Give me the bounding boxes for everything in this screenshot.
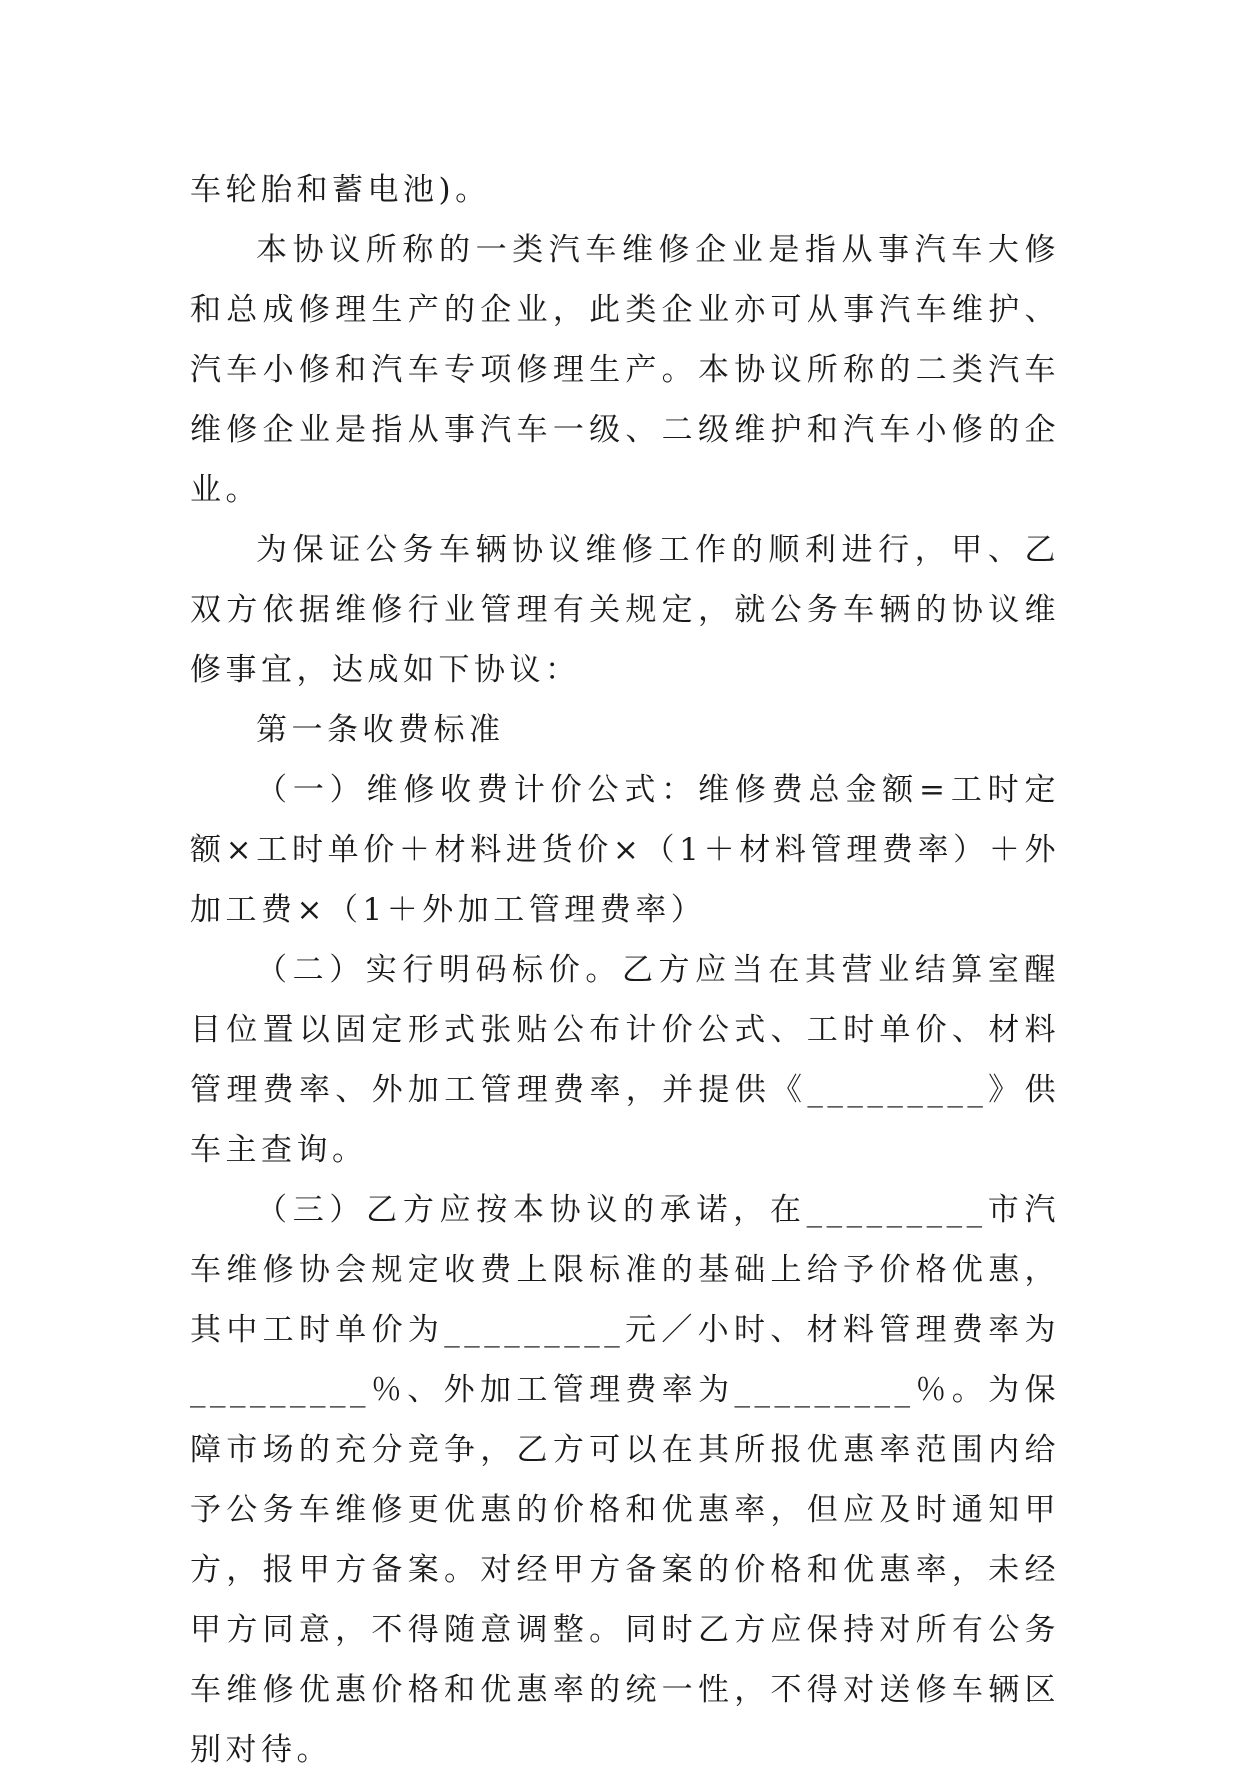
paragraph-agreement-intro: 为保证公务车辆协议维修工作的顺利进行，甲、乙双方依据维修行业管理有关规定，就公务车辆的协议维修事宜，达成如下协议： (190, 532, 1060, 688)
paragraph-enterprise-definition: 本协议所称的一类汽车维修企业是指从事汽车大修和总成修理生产的企业，此类企业亦可从事汽车维护、汽车小修和汽车专项修理生产。本协议所称的二类汽车维修企业是指从事汽车一级、二级维护和汽车小修的企业。 (190, 232, 1060, 508)
clause-pricing-formula: （一）维修收费计价公式：维修费总金额=工时定额×工时单价＋材料进货价×（1＋材料管理费率）＋外加工费×（1＋外加工管理费率） (190, 772, 1060, 928)
article-heading: 第一条收费标准 (256, 712, 505, 748)
clause-price-display: （二）实行明码标价。乙方应当在其营业结算室醒目位置以固定形式张贴公布计价公式、工时单价、材料管理费率、外加工管理费率，并提供《_________》供车主查询。 (190, 952, 1060, 1168)
paragraph-continuation: 车轮胎和蓄电池)。 (190, 172, 491, 208)
document-body (190, 160, 1060, 1780)
clause-discount: （三）乙方应按本协议的承诺，在_________市汽车维修协会规定收费上限标准的基础上给予价格优惠，其中工时单价为_________元／小时、材料管理费率为_________％、外加工管理费率为_________％。为保障市场的充分竞争，乙方可以在其所报优惠率范围内给予公务车维修更优惠的价格和优惠率，但应及时通知甲方，报甲方备案。对经甲方备案的价格和优惠率，未经甲方同意，不得随意调整。同时乙方应保持对所有公务车维修优惠价格和优惠率的统一性，不得对送修车辆区别对待。 (190, 1192, 1060, 1768)
